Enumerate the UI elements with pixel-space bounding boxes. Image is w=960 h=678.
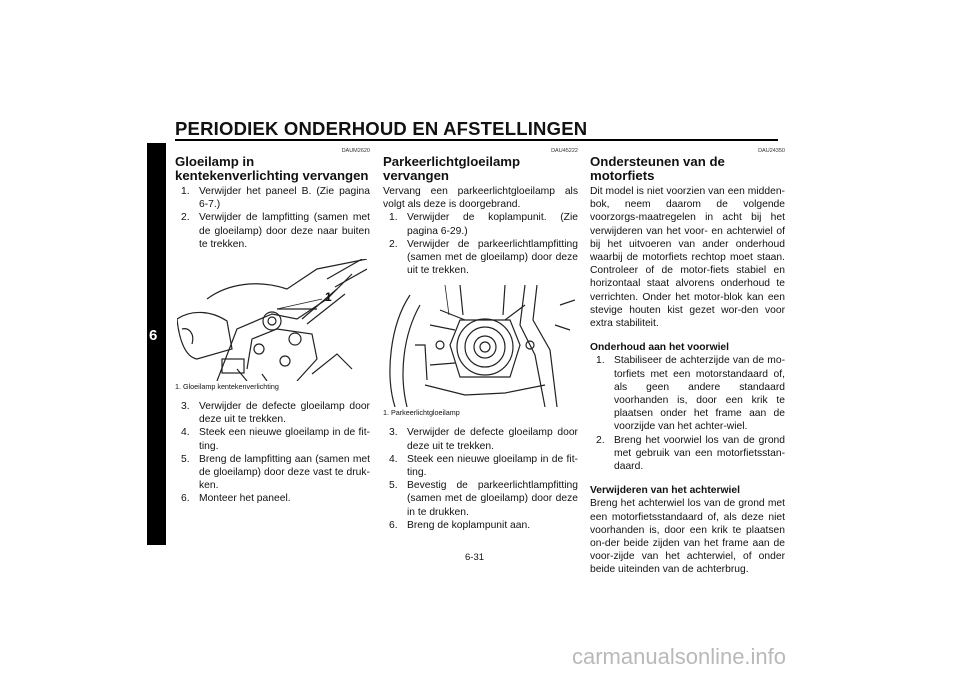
- watermark: carmanualsonline.info: [572, 644, 787, 669]
- list-item: [383, 426, 578, 452]
- step-number: 2.: [389, 238, 398, 250]
- step-text: Bevestig de parkeerlichtlampfitting (samen met de gloeilamp) door deze in te drukken.: [407, 480, 578, 518]
- section-license-light: [175, 148, 370, 506]
- page-number: 6-31: [465, 552, 485, 563]
- list-item: [175, 453, 370, 493]
- list-item: [383, 519, 578, 532]
- front-wheel-heading: Onderhoud aan het voorwiel: [590, 342, 730, 354]
- section-intro: Dit model is niet voorzien van een midden-bok, neem daarom de volgende voorzorgs-maatregelen in acht bij het verwijderen van het voor- en achterwiel of bij het uitvoeren van ander onderhoud waarbij de motorfiets rechtop moet staan. Controleer of de motor-fiets stabiel en horizontaal staat alvorens onderhoud te verrichten. Onder het motor-blok kan een stevige houten kist gezet wor-den voor extra stabiliteit.: [590, 186, 785, 330]
- list-item: [175, 492, 370, 505]
- step-number: 6.: [389, 519, 398, 531]
- step-text: Breng de lampfitting aan (samen met de gloeilamp) door deze vast te druk-ken.: [199, 453, 370, 492]
- parking-light-illustration: [385, 285, 575, 407]
- header-rule: [175, 139, 778, 141]
- chapter-number: 6: [149, 327, 158, 344]
- steps-list: [383, 426, 578, 532]
- step-number: 4.: [181, 427, 190, 439]
- page-title: PERIODIEK ONDERHOUD EN AFSTELLINGEN: [175, 118, 588, 139]
- section-intro: Vervang een parkeerlichtgloeilamp als volgt als deze is doorgebrand.: [383, 186, 578, 211]
- step-number: 4.: [389, 453, 398, 465]
- step-number: 2.: [596, 434, 605, 446]
- section-title: Parkeerlichtgloeilamp vervangen: [383, 154, 521, 183]
- step-text: Verwijder de parkeerlichtlampfitting (samen met de gloeilamp) door deze uit te trekken.: [407, 238, 578, 277]
- step-number: 3.: [389, 427, 398, 439]
- step-text: Steek een nieuwe gloeilamp in de fit-ting.: [407, 453, 578, 479]
- step-text: Verwijder de koplampunit. (Zie pagina 6-29.): [407, 212, 578, 237]
- steps-list: [590, 354, 785, 473]
- list-item: [175, 211, 370, 251]
- list-item: [383, 211, 578, 237]
- section-supporting-motorcycle: [590, 148, 785, 577]
- section-title: Ondersteunen van de motorfiets: [590, 154, 725, 183]
- step-number: 5.: [181, 453, 190, 465]
- step-number: 1.: [596, 355, 605, 367]
- list-item: [383, 453, 578, 479]
- figure-caption: 1. Gloeilamp kentekenverlichting: [175, 382, 279, 392]
- step-number: 1.: [181, 186, 190, 197]
- step-text: Verwijder de defecte gloeilamp door deze uit te trekken.: [407, 427, 578, 452]
- step-text: Breng de koplampunit aan.: [407, 519, 531, 531]
- section-code: DAU45222: [551, 148, 578, 154]
- rear-wheel-heading: Verwijderen van het achterwiel: [590, 485, 740, 497]
- list-item: [383, 238, 578, 278]
- steps-list: [175, 400, 370, 506]
- section-code: DAU24350: [758, 148, 785, 154]
- list-item: [383, 479, 578, 519]
- list-item: [590, 434, 785, 474]
- list-item: [175, 400, 370, 426]
- steps-list: [175, 185, 370, 251]
- license-light-illustration: [177, 259, 367, 381]
- list-item: [175, 185, 370, 211]
- step-number: 1.: [389, 212, 398, 224]
- step-number: 3.: [181, 401, 190, 413]
- steps-list: [383, 211, 578, 277]
- rear-wheel-text: Breng het achterwiel los van de grond met een motorfietsstandaard of, als deze niet voorhanden is, door een krik te plaatsen on-der beide zijden van het frame aan de voor-zijde van het achterwiel, of onder beide uiteinden van de achterbrug.: [590, 498, 785, 576]
- step-text: Stabiliseer de achterzijde van de mo-torfiets met een motorstandaard of, als geen andere standaard voorhanden is, door een krik te plaatsen onder het frame aan de voorzijde van het achter-wiel.: [614, 355, 785, 433]
- figure-callout: 1: [325, 290, 332, 305]
- step-number: 2.: [181, 212, 190, 224]
- step-text: Verwijder het paneel B. (Zie pagina 6-7.): [199, 186, 370, 211]
- chapter-tab: [147, 143, 166, 545]
- step-number: 5.: [389, 480, 398, 492]
- section-parking-light: [383, 148, 578, 532]
- list-item: [175, 426, 370, 452]
- section-code: DAUM2620: [341, 148, 370, 154]
- section-title: Gloeilamp in kentekenverlichting vervangen: [175, 154, 369, 183]
- step-text: Steek een nieuwe gloeilamp in de fit-ting.: [199, 427, 370, 452]
- step-text: Verwijder de lampfitting (samen met de gloeilamp) door deze naar buiten te trekken.: [199, 212, 370, 250]
- step-text: Monteer het paneel.: [199, 493, 291, 505]
- step-text: Breng het voorwiel los van de grond met gebruik van een motorfietsstan-daard.: [614, 434, 785, 473]
- list-item: [590, 354, 785, 433]
- step-text: Verwijder de defecte gloeilamp door deze uit te trekken.: [199, 401, 370, 426]
- step-number: 6.: [181, 493, 190, 505]
- figure-caption: 1. Parkeerlichtgloeilamp: [383, 408, 460, 418]
